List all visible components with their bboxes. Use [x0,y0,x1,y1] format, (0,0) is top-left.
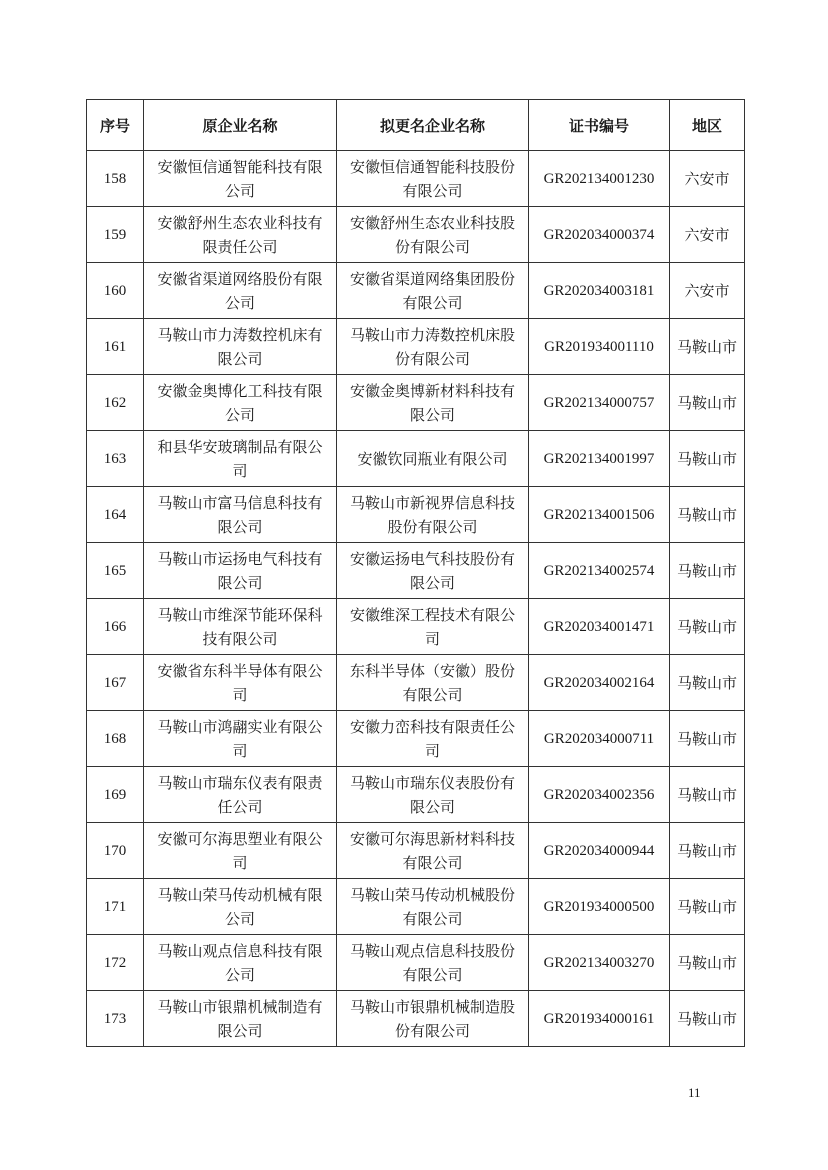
proposed-name-cell: 安徽金奥博新材料科技有限公司 [337,375,529,431]
original-name-cell: 马鞍山市瑞东仪表有限责任公司 [144,767,337,823]
certificate-number-cell: GR202134001506 [529,487,670,543]
certificate-number-cell: GR202134002574 [529,543,670,599]
proposed-name-cell: 马鞍山观点信息科技股份有限公司 [337,935,529,991]
region-cell: 马鞍山市 [670,935,745,991]
table-row [87,711,745,767]
region-cell: 马鞍山市 [670,879,745,935]
header-certificate-number: 证书编号 [529,100,670,151]
table-row [87,543,745,599]
proposed-name-cell: 安徽钦同瓶业有限公司 [337,431,529,487]
certificate-number-cell: GR202034000944 [529,823,670,879]
certificate-number-cell: GR201934001110 [529,319,670,375]
table-header-row [87,100,745,151]
serial-number-cell: 173 [87,991,144,1047]
proposed-name-cell: 安徽省渠道网络集团股份有限公司 [337,263,529,319]
header-serial-number: 序号 [87,100,144,151]
table-row [87,431,745,487]
region-cell: 马鞍山市 [670,823,745,879]
original-name-cell: 安徽舒州生态农业科技有限责任公司 [144,207,337,263]
certificate-number-cell: GR202034003181 [529,263,670,319]
proposed-name-cell: 马鞍山荣马传动机械股份有限公司 [337,879,529,935]
serial-number-cell: 158 [87,151,144,207]
region-cell: 马鞍山市 [670,543,745,599]
table-row [87,319,745,375]
region-cell: 马鞍山市 [670,991,745,1047]
serial-number-cell: 171 [87,879,144,935]
table-row [87,991,745,1047]
proposed-name-cell: 马鞍山市银鼎机械制造股份有限公司 [337,991,529,1047]
serial-number-cell: 168 [87,711,144,767]
certificate-number-cell: GR201934000161 [529,991,670,1047]
region-cell: 马鞍山市 [670,319,745,375]
table-row [87,767,745,823]
serial-number-cell: 169 [87,767,144,823]
original-name-cell: 马鞍山市富马信息科技有限公司 [144,487,337,543]
table-body [87,151,745,1047]
original-name-cell: 和县华安玻璃制品有限公司 [144,431,337,487]
table-row [87,879,745,935]
certificate-number-cell: GR202134001230 [529,151,670,207]
original-name-cell: 安徽恒信通智能科技有限公司 [144,151,337,207]
certificate-number-cell: GR202134000757 [529,375,670,431]
region-cell: 马鞍山市 [670,375,745,431]
proposed-name-cell: 安徽维深工程技术有限公司 [337,599,529,655]
proposed-name-cell: 安徽力峦科技有限责任公司 [337,711,529,767]
region-cell: 马鞍山市 [670,599,745,655]
region-cell: 马鞍山市 [670,431,745,487]
proposed-name-cell: 马鞍山市瑞东仪表股份有限公司 [337,767,529,823]
original-name-cell: 马鞍山观点信息科技有限公司 [144,935,337,991]
header-original-name: 原企业名称 [144,100,337,151]
proposed-name-cell: 马鞍山市力涛数控机床股份有限公司 [337,319,529,375]
serial-number-cell: 172 [87,935,144,991]
table-row [87,263,745,319]
table-row [87,375,745,431]
original-name-cell: 安徽可尔海思塑业有限公司 [144,823,337,879]
company-rename-table-container [86,99,744,1047]
serial-number-cell: 165 [87,543,144,599]
header-proposed-name: 拟更名企业名称 [337,100,529,151]
table-row [87,823,745,879]
original-name-cell: 马鞍山荣马传动机械有限公司 [144,879,337,935]
proposed-name-cell: 东科半导体（安徽）股份有限公司 [337,655,529,711]
serial-number-cell: 161 [87,319,144,375]
proposed-name-cell: 安徽舒州生态农业科技股份有限公司 [337,207,529,263]
proposed-name-cell: 安徽恒信通智能科技股份有限公司 [337,151,529,207]
serial-number-cell: 163 [87,431,144,487]
serial-number-cell: 160 [87,263,144,319]
original-name-cell: 马鞍山市鸿翮实业有限公司 [144,711,337,767]
original-name-cell: 安徽金奥博化工科技有限公司 [144,375,337,431]
region-cell: 马鞍山市 [670,655,745,711]
serial-number-cell: 166 [87,599,144,655]
original-name-cell: 安徽省渠道网络股份有限公司 [144,263,337,319]
certificate-number-cell: GR202034002164 [529,655,670,711]
certificate-number-cell: GR202034000374 [529,207,670,263]
region-cell: 马鞍山市 [670,487,745,543]
region-cell: 六安市 [670,207,745,263]
serial-number-cell: 159 [87,207,144,263]
certificate-number-cell: GR202034002356 [529,767,670,823]
page-number: 11 [688,1085,701,1100]
original-name-cell: 马鞍山市维深节能环保科技有限公司 [144,599,337,655]
table-row [87,935,745,991]
table-row [87,151,745,207]
region-cell: 马鞍山市 [670,711,745,767]
proposed-name-cell: 安徽运扬电气科技股份有限公司 [337,543,529,599]
certificate-number-cell: GR201934000500 [529,879,670,935]
original-name-cell: 马鞍山市银鼎机械制造有限公司 [144,991,337,1047]
certificate-number-cell: GR202134003270 [529,935,670,991]
serial-number-cell: 164 [87,487,144,543]
region-cell: 六安市 [670,263,745,319]
table-row [87,487,745,543]
region-cell: 马鞍山市 [670,767,745,823]
certificate-number-cell: GR202034001471 [529,599,670,655]
table-row [87,599,745,655]
proposed-name-cell: 马鞍山市新视界信息科技股份有限公司 [337,487,529,543]
proposed-name-cell: 安徽可尔海思新材料科技有限公司 [337,823,529,879]
region-cell: 六安市 [670,151,745,207]
serial-number-cell: 162 [87,375,144,431]
certificate-number-cell: GR202134001997 [529,431,670,487]
original-name-cell: 马鞍山市力涛数控机床有限公司 [144,319,337,375]
table-row [87,655,745,711]
certificate-number-cell: GR202034000711 [529,711,670,767]
serial-number-cell: 170 [87,823,144,879]
header-region: 地区 [670,100,745,151]
original-name-cell: 马鞍山市运扬电气科技有限公司 [144,543,337,599]
company-rename-table [86,99,745,1047]
original-name-cell: 安徽省东科半导体有限公司 [144,655,337,711]
table-row [87,207,745,263]
serial-number-cell: 167 [87,655,144,711]
